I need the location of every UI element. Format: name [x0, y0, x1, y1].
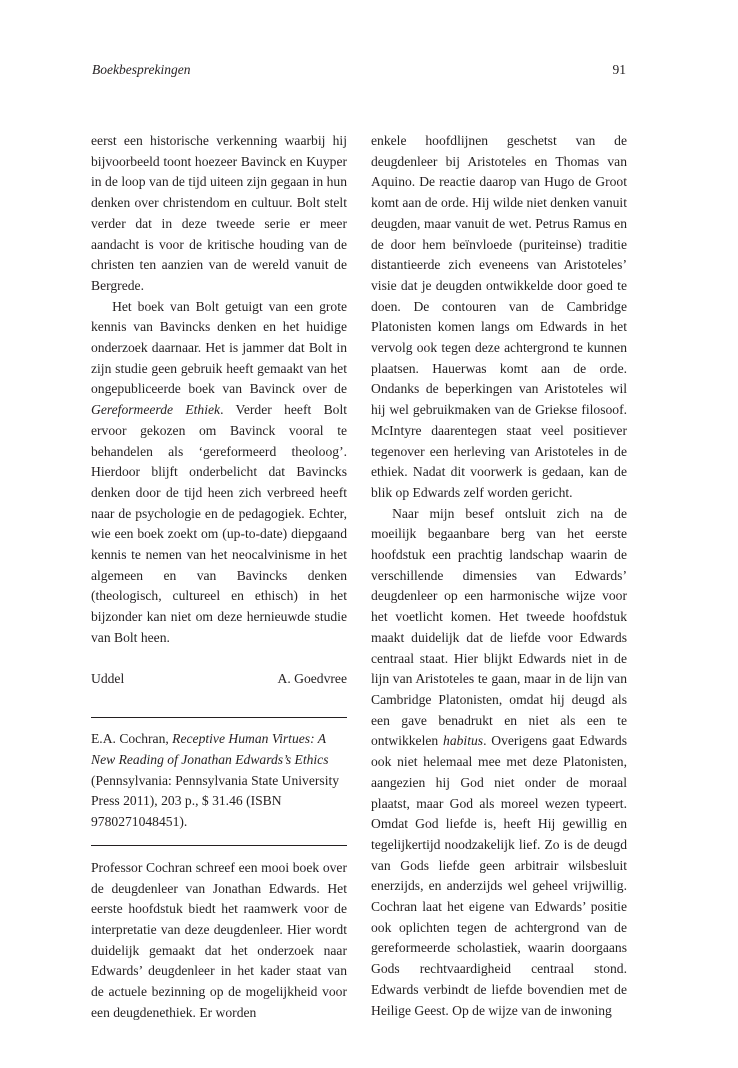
book-author: E.A. Cochran, [91, 731, 173, 747]
text-run: Naar mijn besef ontsluit zich na de moeilijk begaanbare berg van het eerste hoofdstuk een prachtig landschap waarin de verschillende dimensies van Edwards’ deugdenleer op een harmonische wijze voor het voetlicht komen. Het tweede hoofdstuk maakt duidelijk dat de liefde voor Edwards centraal staat. Hier blijkt Edwards niet in de lijn van Aristoteles te gaan, maar in de lijn van Cambridge Platonisten, omdat hij deugd als een gave benadrukt en niet als een te ontwikkelen [371, 505, 627, 749]
book-details: (Pennsylvania: Pennsylvania State University Press 2011), 203 p., $ 31.46 (ISBN 9780271048451). [91, 772, 340, 830]
text-run: . Overigens gaat Edwards ook niet helemaal mee met deze Platonisten, aangezien hij God niet onder de moraal plaatst, maar God als moreel wezen typeert. Omdat God liefde is, heeft Hij gewillig en tegelijkertijd noodzakelijk lief. Zo is de deugd van Gods liefde geen arbitrair wilsbesluit enerzijds, en anderzijds wel geheel vrijwillig. Cochran laat het eigene van Edwards’ positie ook oplichten tegen de achtergrond van de gereformeerde scholastiek, waarin doorgaans Gods rechtvaardigheid centraal stond. Edwards verbindt de liefde bovendien met de Heilige Geest. Op de wijze van de inwoning [371, 733, 627, 1018]
italic-title: Gereformeerde Ethiek [91, 402, 221, 418]
paragraph-evaluation [91, 297, 347, 649]
page-number: 91 [612, 62, 626, 77]
book-title: Receptive Human Virtues: A New Reading of Jonathan Edwards’s Ethics [91, 731, 329, 767]
right-column [371, 131, 627, 1021]
divider-bottom [91, 845, 347, 846]
running-title: Boekbesprekingen [92, 62, 191, 77]
left-column [91, 131, 347, 1023]
review-heading [91, 729, 347, 833]
italic-term: habitus [443, 733, 484, 749]
paragraph-second-chapter [371, 504, 627, 1022]
signoff-author: A. Goedvree [277, 670, 347, 686]
paragraph-review-start: Professor Cochran schreef een mooi boek over de deugdenleer van Jonathan Edwards. Het eerste hoofdstuk biedt het raamwerk voor de interpretatie van deze deugdenleer. Hier wordt duidelijk gemaakt dat het onderzoek naar Edwards’ deugdenleer in het kader staat van de actuele bezinning op de mogelijkheid voor een deugdenethiek. Er worden [91, 859, 347, 1020]
signoff-place: Uddel [91, 670, 125, 686]
review-signoff [91, 669, 347, 690]
divider-top [91, 717, 347, 718]
paragraph-review-continuation: enkele hoofdlijnen geschetst van de deugdenleer bij Aristoteles en Thomas van Aquino. De reactie daarop van Hugo de Groot komt aan de orde. Hij wilde niet denken vanuit deugden, maar vanuit de wet. Petrus Ramus en de door hem beïnvloede (puriteinse) traditie distantieerde zich eveneens van Aristoteles’ visie dat je deugden ontwikkelde door goed te doen. De contouren van de Cambridge Platonisten komen langs om Edwards in het vervolg ook tegen deze achtergrond te kunnen plaatsen. Hauerwas komt aan de orde. Ondanks de beperkingen van Aristoteles wil hij wel gebruikmaken van de Griekse filosoof. McIntyre daarentegen staat veel positiever tegenover een herleving van Aristoteles in de ethiek. Nadat dit voorwerk is gedaan, kan de blik op Edwards zelf worden gericht. [371, 133, 627, 500]
text-run: . Verder heeft Bolt ervoor gekozen om Bavinck vooral te behandelen als ‘gereformeerd theoloog’. Hierdoor blijft onderbelicht dat Bavincks denken door de tijd heen zich verbreed heeft naar de psychologie en de pedagogiek. Echter, wie een boek zoekt om (up-to-date) diepgaand kennis te nemen van het neocalvinisme in het algemeen en van Bavincks denken (theologisch, cultureel en ethisch) in het bijzonder kan niet om deze hernieuwde studie van Bolt heen. [91, 402, 347, 645]
text-run: Het boek van Bolt getuigt van een grote kennis van Bavincks denken en het huidige onderzoek daarnaar. Het is jammer dat Bolt in zijn studie geen gebruik heeft gemaakt van het ongepubliceerde boek van Bavinck over de [91, 298, 347, 397]
paragraph-continuation: eerst een historische verkenning waarbij hij bijvoorbeeld toont hoezeer Bavinck en Kuyper in de loop van de tijd uiteen zijn gegaan in hun denken over christendom en cultuur. Bolt stelt verder dat in deze tweede serie er meer aandacht is voor de kritische houding van de christen ten aanzien van de wereld vanuit de Bergrede. [91, 133, 347, 293]
